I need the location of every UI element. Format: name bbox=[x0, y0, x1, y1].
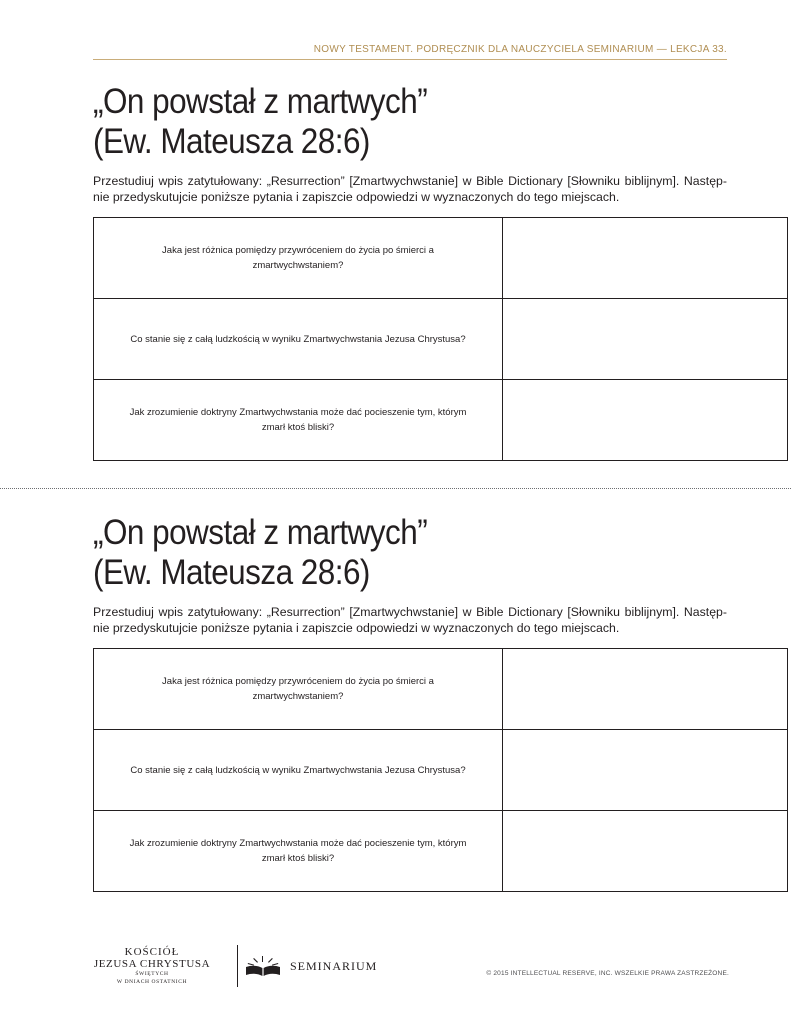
answer-cell bbox=[503, 299, 788, 380]
question-cell: Jak zrozumienie doktryny Zmartwychwstania może dać pocieszenie tym, którym zmarł ktoś bliski? bbox=[94, 811, 503, 892]
title-line-1: „On powstał z martwych” bbox=[93, 513, 428, 552]
question-answer-table bbox=[93, 648, 788, 892]
church-name-line-2: JEZUSA CHRYSTUSA bbox=[93, 958, 211, 970]
table-row bbox=[94, 649, 788, 730]
table-row bbox=[94, 811, 788, 892]
table-row bbox=[94, 730, 788, 811]
title-line-2: (Ew. Mateusza 28:6) bbox=[93, 122, 370, 161]
handout-section-2 bbox=[93, 513, 727, 892]
running-header: NOWY TESTAMENT. PODRĘCZNIK DLA NAUCZYCIELA SEMINARIUM — LEKCJA 33. bbox=[93, 44, 727, 60]
handout-title bbox=[93, 513, 664, 593]
answer-cell bbox=[503, 380, 788, 461]
instructions-text: Przestudiuj wpis zatytułowany: „Resurrection” [Zmartwychwstanie] w Bible Dictionary [Słowniku biblijnym]. Następ-nie przedyskutujcie poniższe pytania i zapiszcie odpowiedzi w wyznaczonych do tego miejscach. bbox=[93, 174, 727, 204]
church-name-line-3: ŚWIĘTYCH bbox=[135, 971, 169, 977]
cut-line-divider bbox=[0, 488, 791, 489]
table-row bbox=[94, 380, 788, 461]
footer-divider bbox=[237, 945, 238, 987]
title-line-1: „On powstał z martwych” bbox=[93, 82, 428, 121]
answer-cell bbox=[503, 730, 788, 811]
open-book-sunrise-icon bbox=[244, 952, 282, 978]
seminary-label: SEMINARIUM bbox=[290, 959, 378, 973]
church-logo bbox=[92, 946, 212, 986]
question-answer-table bbox=[93, 217, 788, 461]
answer-cell bbox=[503, 811, 788, 892]
table-row bbox=[94, 218, 788, 299]
question-cell: Jak zrozumienie doktryny Zmartwychwstania może dać pocieszenie tym, którym zmarł ktoś bliski? bbox=[94, 380, 503, 461]
title-line-2: (Ew. Mateusza 28:6) bbox=[93, 553, 370, 592]
handout-section-1 bbox=[93, 82, 727, 461]
question-cell: Jaka jest różnica pomiędzy przywróceniem do życia po śmierci a zmartwychwstaniem? bbox=[94, 649, 503, 730]
question-cell: Co stanie się z całą ludzkością w wyniku Zmartwychwstania Jezusa Chrystusa? bbox=[94, 299, 503, 380]
question-cell: Co stanie się z całą ludzkością w wyniku Zmartwychwstania Jezusa Chrystusa? bbox=[94, 730, 503, 811]
table-row bbox=[94, 299, 788, 380]
answer-cell bbox=[503, 649, 788, 730]
church-name-line-1: KOŚCIÓŁ bbox=[124, 946, 180, 958]
handout-title bbox=[93, 82, 664, 162]
copyright-notice: © 2015 INTELLECTUAL RESERVE, INC. WSZELKIE PRAWA ZASTRZEŻONE. bbox=[486, 970, 729, 977]
church-name-line-4: W DNIACH OSTATNICH bbox=[116, 979, 188, 985]
instructions-text: Przestudiuj wpis zatytułowany: „Resurrection” [Zmartwychwstanie] w Bible Dictionary [Słowniku biblijnym]. Następ-nie przedyskutujcie poniższe pytania i zapiszcie odpowiedzi w wyznaczonych do tego miejscach. bbox=[93, 605, 727, 635]
question-cell: Jaka jest różnica pomiędzy przywróceniem do życia po śmierci a zmartwychwstaniem? bbox=[94, 218, 503, 299]
answer-cell bbox=[503, 218, 788, 299]
